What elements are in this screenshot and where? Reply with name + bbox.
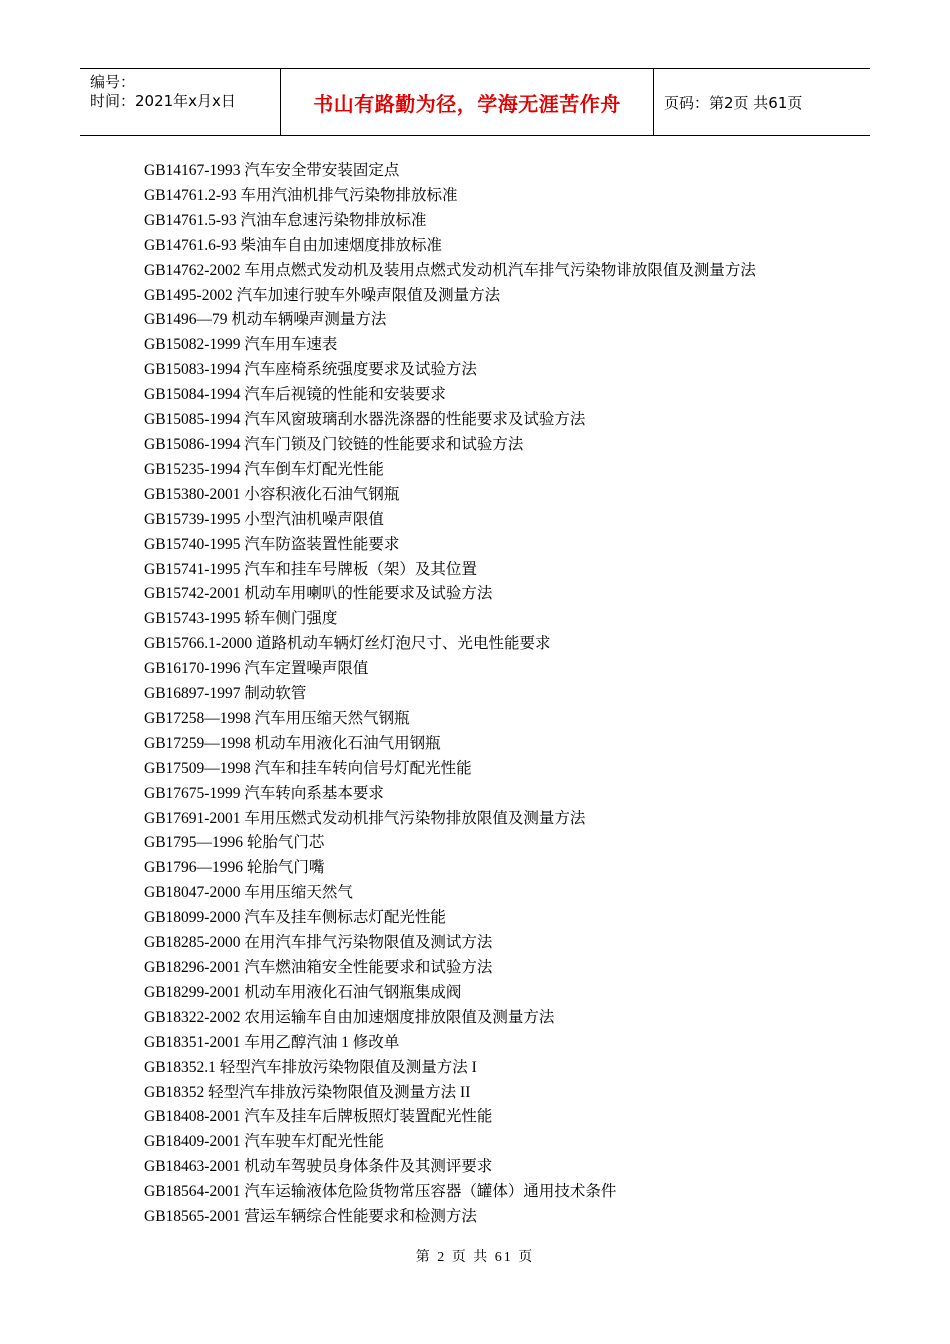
header-meta: [80, 69, 281, 135]
standard-list-item: GB1796—1996 轮胎气门嘴: [144, 859, 325, 877]
standard-list-item: GB18564-2001 汽车运输液体危险货物常压容器（罐体）通用技术条件: [144, 1183, 617, 1201]
standard-list-item: GB14167-1993 汽车安全带安装固定点: [144, 162, 400, 179]
standard-list-item: GB15766.1-2000 道路机动车辆灯丝灯泡尺寸、光电性能要求: [144, 635, 551, 653]
standard-list-item: GB14761.2-93 车用汽油机排气污染物排放标准: [144, 186, 458, 204]
standard-list-item: GB15082-1999 汽车用车速表: [144, 336, 338, 354]
standard-list-item: GB18351-2001 车用乙醇汽油 1 修改单: [144, 1033, 400, 1051]
standard-list-item: GB18408-2001 汽车及挂车后牌板照灯装置配光性能: [144, 1108, 493, 1126]
standard-list-item: GB14761.5-93 汽油车怠速污染物排放标准: [144, 211, 427, 229]
header-motto: 书山有路勤为径，学海无涯苦作舟: [281, 69, 654, 135]
standard-list-item: GB15085-1994 汽车风窗玻璃刮水器洗涤器的性能要求及试验方法: [144, 411, 586, 429]
standard-list-item: GB18099-2000 汽车及挂车侧标志灯配光性能: [144, 909, 446, 927]
page-header: [80, 68, 870, 136]
document-number-label: 编号：: [90, 73, 136, 91]
standard-list-item: GB14762-2002 车用点燃式发动机及装用点燃式发动机汽车排气污染物诽放限值及测量方法: [144, 261, 756, 279]
standard-list-item: GB18352.1 轻型汽车排放污染物限值及测量方法 I: [144, 1058, 477, 1076]
standard-list-item: GB1795—1996 轮胎气门芯: [144, 834, 325, 852]
standard-list-item: GB18565-2001 营运车辆综合性能要求和检测方法: [144, 1208, 477, 1226]
standards-list: [144, 159, 756, 1230]
standard-list-item: GB15380-2001 小容积液化石油气钢瓶: [144, 485, 400, 503]
standard-list-item: GB18285-2000 在用汽车排气污染物限值及测试方法: [144, 934, 493, 952]
standard-list-item: GB15741-1995 汽车和挂车号牌板（架）及其位置: [144, 560, 477, 578]
standard-list-item: GB14761.6-93 柴油车自由加速烟度排放标准: [144, 236, 442, 254]
standard-list-item: GB16897-1997 制动软管: [144, 685, 307, 703]
page-footer: 第 2 页 共 61 页: [415, 1250, 535, 1265]
standard-list-item: GB17258—1998 汽车用压缩天然气钢瓶: [144, 709, 410, 727]
standard-list-item: GB1496—79 机动车辆噪声测量方法: [144, 311, 387, 329]
standard-list-item: GB15084-1994 汽车后视镜的性能和安装要求: [144, 386, 446, 404]
standard-list-item: GB17509—1998 汽车和挂车转向信号灯配光性能: [144, 759, 472, 777]
standard-list-item: GB18409-2001 汽车驶车灯配光性能: [144, 1133, 384, 1151]
standard-list-item: GB15235-1994 汽车倒车灯配光性能: [144, 460, 384, 478]
standard-list-item: GB15743-1995 轿车侧门强度: [144, 610, 338, 628]
standard-list-item: GB18322-2002 农用运输车自由加速烟度排放限值及测量方法: [144, 1008, 555, 1026]
standard-list-item: GB18047-2000 车用压缩天然气: [144, 884, 353, 902]
standard-list-item: GB18296-2001 汽车燃油箱安全性能要求和试验方法: [144, 959, 493, 976]
standard-list-item: GB15742-2001 机动车用喇叭的性能要求及试验方法: [144, 585, 493, 603]
document-time-label: 时间：2021年x月x日: [90, 92, 236, 110]
standard-list-item: GB18352 轻型汽车排放污染物限值及测量方法 II: [144, 1083, 471, 1101]
standard-list-item: GB15083-1994 汽车座椅系统强度要求及试验方法: [144, 361, 477, 379]
standard-list-item: GB1495-2002 汽车加速行驶车外噪声限值及测量方法: [144, 286, 501, 304]
standard-list-item: GB15740-1995 汽车防盗装置性能要求: [144, 535, 400, 553]
standard-list-item: GB17259—1998 机动车用液化石油气用钢瓶: [144, 734, 441, 752]
header-page-info: 页码：第2页 共61页: [664, 93, 803, 112]
standard-list-item: GB16170-1996 汽车定置噪声限值: [144, 660, 369, 678]
standard-list-item: GB15086-1994 汽车门锁及门铰链的性能要求和试验方法: [144, 435, 524, 453]
standard-list-item: GB17691-2001 车用压燃式发动机排气污染物排放限值及测量方法: [144, 809, 586, 827]
standard-list-item: GB17675-1999 汽车转向系基本要求: [144, 784, 384, 802]
standard-list-item: GB18299-2001 机动车用液化石油气钢瓶集成阀: [144, 983, 462, 1001]
standard-list-item: GB15739-1995 小型汽油机噪声限值: [144, 510, 384, 528]
standard-list-item: GB18463-2001 机动车驾驶员身体条件及其测评要求: [144, 1158, 493, 1176]
